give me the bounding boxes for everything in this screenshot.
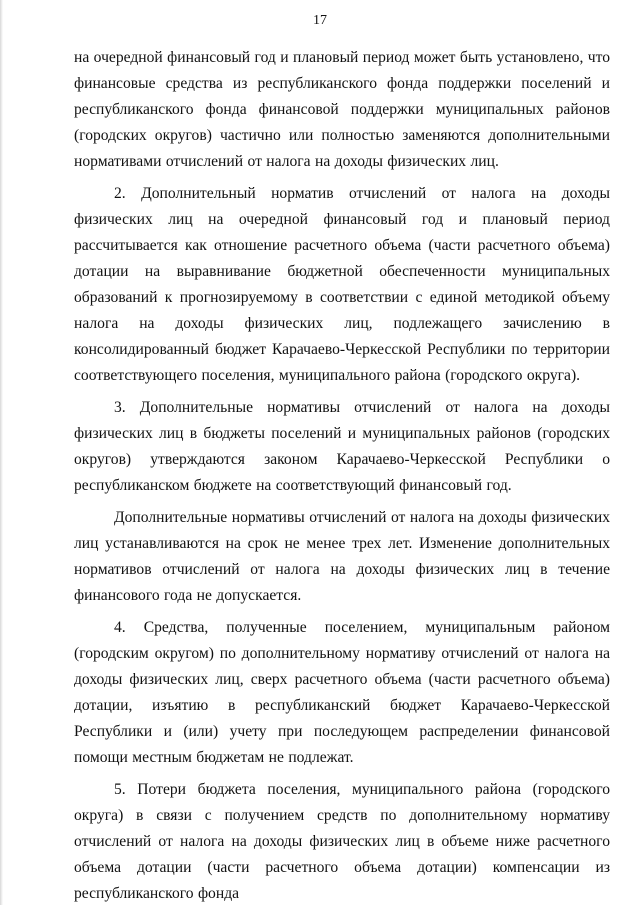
document-body (74, 45, 610, 913)
page-edge-shadow (0, 0, 3, 905)
paragraph-item-5: 5. Потери бюджета поселения, муниципального района (городского округа) в связи с получением средств по дополнительному нормативу отчислений от налога на доходы физических лиц в объеме ниже расчетного объема дотации (части расчетного объема дотации) компенсации из республиканского фонда (74, 781, 610, 902)
page-number: 17 (313, 13, 327, 28)
paragraph-item-4: 4. Средства, полученные поселением, муниципальным районом (городским округом) по дополнительному нормативу отчислений от налога на доходы физических лиц, сверх расчетного объема (части расчетного объема) дотации, изъятию в республиканский бюджет Карачаево-Черкесской Республики и (или) учету при последующем распределении финансовой помощи местным бюджетам не подлежат. (74, 619, 610, 766)
paragraph-continuation: на очередной финансовый год и плановый период может быть установлено, что финансовые средства из республиканского фонда поддержки поселений и республиканского фонда финансовой поддержки муниципальных районов (городских округов) частично или полностью заменяются дополнительными нормативами отчислений от налога на доходы физических лиц. (74, 49, 610, 170)
paragraph-item-3-extra: Дополнительные нормативы отчислений от налога на доходы физических лиц устанавливаются на срок не менее трех лет. Изменение дополнительных нормативов отчислений от налога на доходы физических лиц в течение финансового года не допускается. (74, 509, 610, 604)
paragraph-item-2: 2. Дополнительный норматив отчислений от налога на доходы физических лиц на очередной финансовый год и плановый период рассчитывается как отношение расчетного объема (части расчетного объема) дотации на выравнивание бюджетной обеспеченности муниципальных образований к прогнозируемому в соответствии с единой методикой объему налога на доходы физических лиц, подлежащего зачислению в консолидированный бюджет Карачаево-Черкесской Республики по территории соответствующего поселения, муниципального района (городского округа). (74, 185, 610, 384)
paragraph-item-3: 3. Дополнительные нормативы отчислений от налога на доходы физических лиц в бюджеты поселений и муниципальных районов (городских округов) утверждаются законом Карачаево-Черкесской Республики о республиканском бюджете на соответствующий финансовый год. (74, 399, 610, 494)
